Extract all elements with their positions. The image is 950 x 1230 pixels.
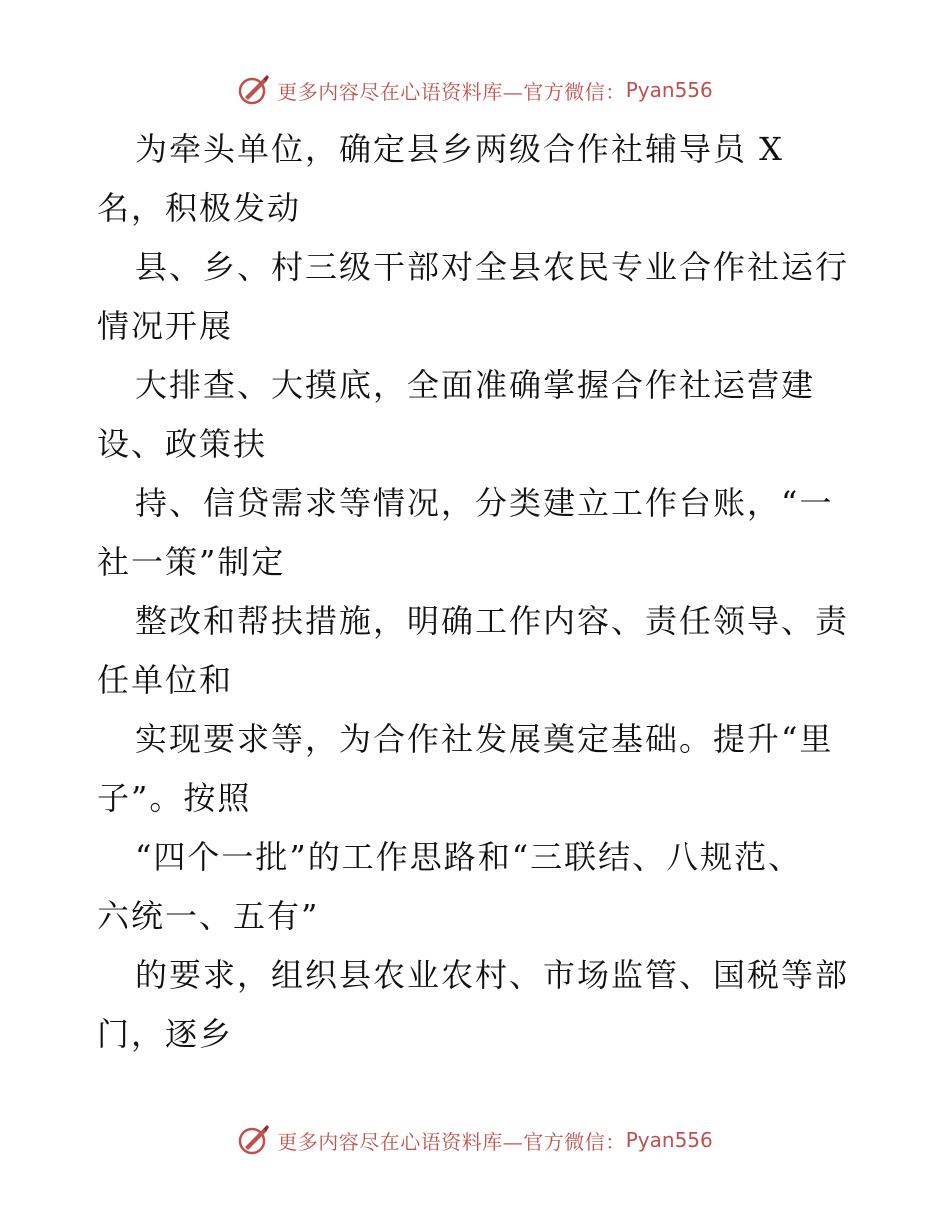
footer-watermark <box>0 1120 950 1160</box>
pen-logo-icon <box>237 73 271 107</box>
text-line: 名，积极发动 <box>97 189 302 227</box>
document-body <box>97 120 867 1064</box>
pen-logo-icon <box>237 1123 271 1157</box>
text-line: 设、政策扶 <box>97 425 268 463</box>
text-line: 为牵头单位，确定县乡两级合作社辅导员 X <box>135 130 784 168</box>
text-line: 任单位和 <box>97 661 234 699</box>
text-line: 大排查、大摸底，全面准确掌握合作社运营建 <box>135 366 816 404</box>
header-watermark <box>0 70 950 110</box>
watermark-wechat-id: Pyan556 <box>625 1128 713 1152</box>
text-line: 六统一、五有” <box>97 897 320 935</box>
text-line: 县、乡、村三级干部对全县农民专业合作社运行 <box>135 248 850 286</box>
watermark-text: 更多内容尽在心语资料库—官方微信： <box>277 1129 626 1154</box>
text-line: 门，逐乡 <box>97 1015 234 1053</box>
text-line: 实现要求等，为合作社发展奠定基础。提升“里 <box>135 720 834 758</box>
text-line: 持、信贷需求等情况，分类建立工作台账，“一 <box>135 484 834 522</box>
watermark-wechat-id: Pyan556 <box>625 78 713 102</box>
text-line: “四个一批”的工作思路和“三联结、八规范、 <box>135 838 803 876</box>
text-line: 整改和帮扶措施，明确工作内容、责任领导、责 <box>135 602 850 640</box>
text-line: 社一策”制定 <box>97 543 286 581</box>
text-line: 的要求，组织县农业农村、市场监管、国税等部 <box>135 956 850 994</box>
text-line: 子”。按照 <box>97 779 252 817</box>
text-line: 情况开展 <box>97 307 234 345</box>
watermark-text: 更多内容尽在心语资料库—官方微信： <box>277 79 626 104</box>
